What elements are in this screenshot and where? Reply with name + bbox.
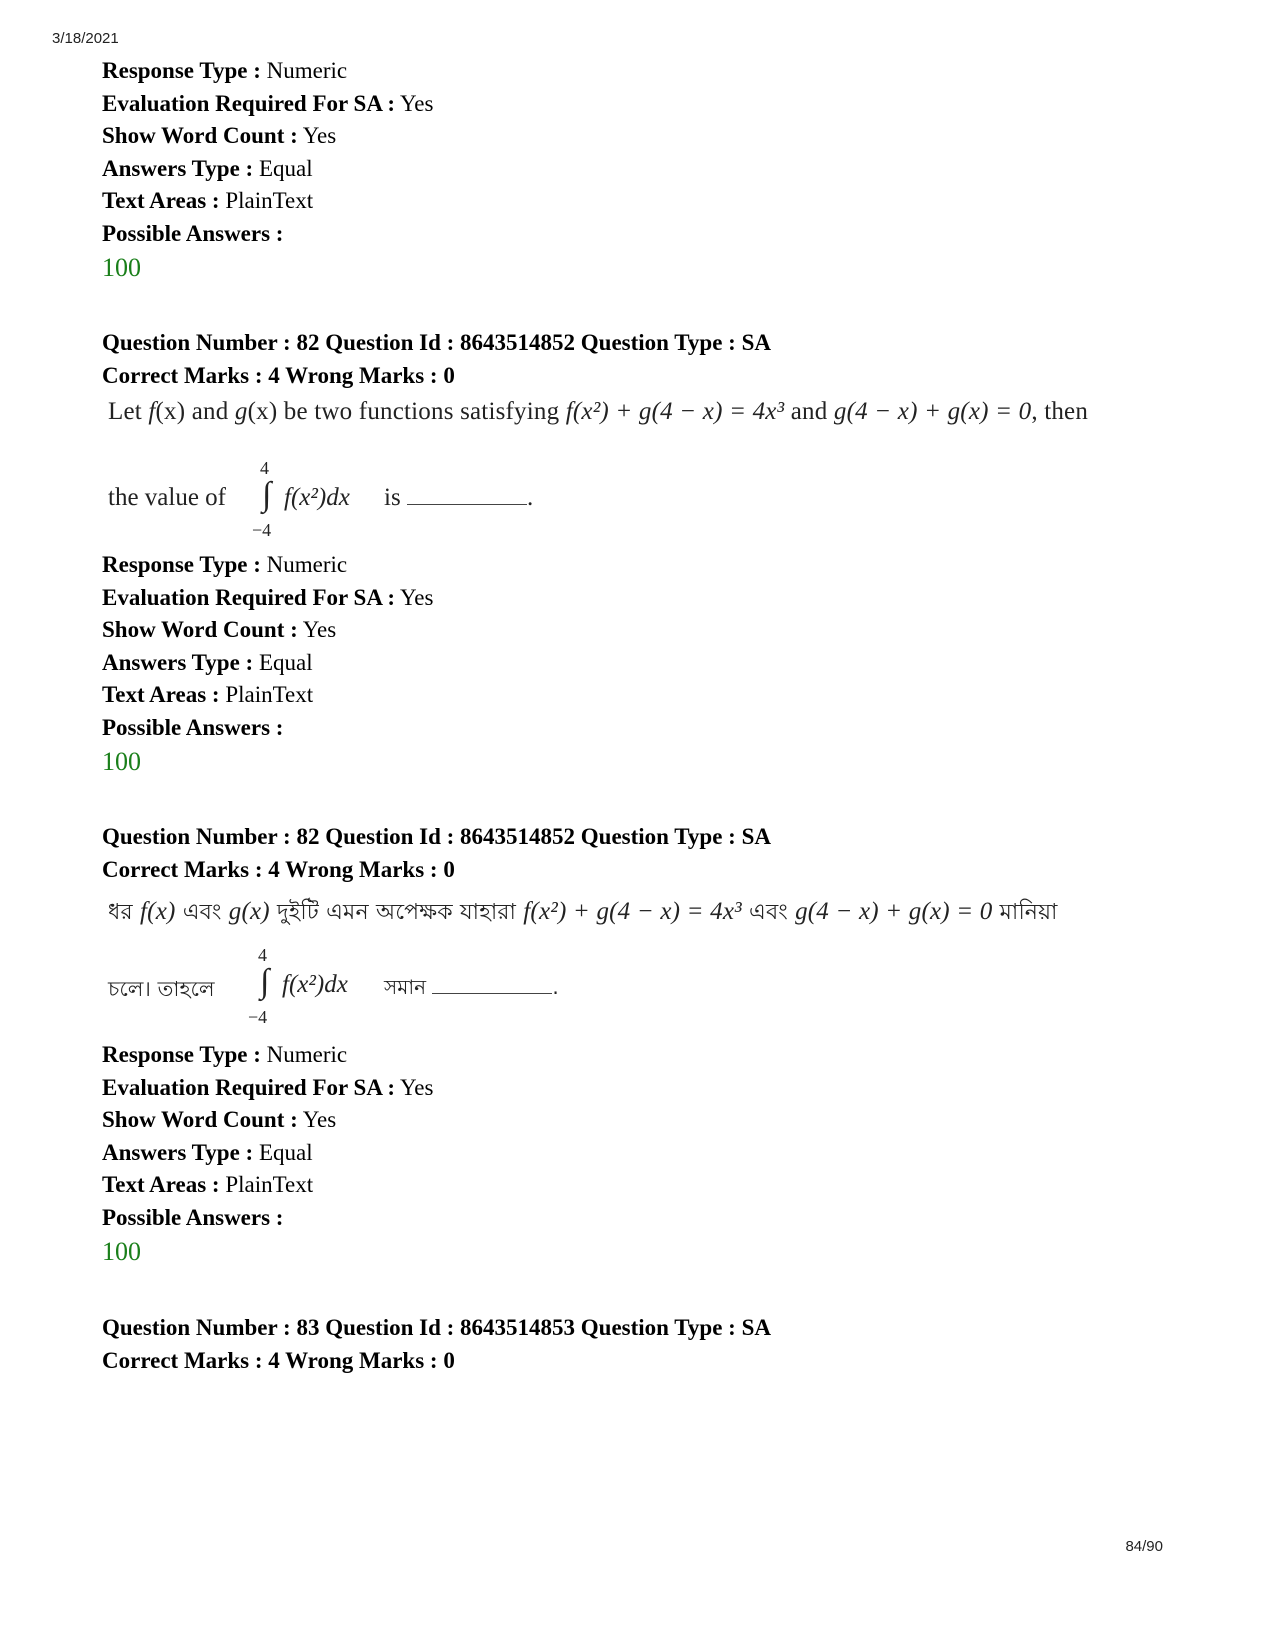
- possible-answer-value: 100: [102, 253, 141, 282]
- question-line-2-end: সমান .: [384, 975, 559, 999]
- answers-type-row: Answers Type : Equal: [102, 649, 313, 675]
- integral-sign-icon: ∫: [260, 963, 270, 1000]
- question-82-english: [102, 327, 771, 392]
- question-marks: Correct Marks : 4 Wrong Marks : 0: [102, 856, 455, 882]
- answer-blank: [407, 503, 527, 505]
- integral-lower-limit: −4: [252, 520, 272, 540]
- word-count-row: Show Word Count : Yes: [102, 617, 337, 642]
- question-82-bengali-meta: [102, 1039, 433, 1270]
- question-header: Question Number : 83 Question Id : 8643514853 Question Type : SA: [102, 1315, 771, 1340]
- response-type-row: Response Type : Numeric: [102, 58, 348, 83]
- word-count-row: Show Word Count : Yes: [102, 123, 337, 148]
- question-header: Question Number : 82 Question Id : 8643514852 Question Type : SA: [102, 824, 771, 849]
- evaluation-row: Evaluation Required For SA : Yes: [102, 584, 434, 610]
- text-areas-row: Text Areas : PlainText: [102, 682, 314, 707]
- response-type-row: Response Type : Numeric: [102, 552, 348, 577]
- possible-answers-row: Possible Answers :: [102, 1204, 284, 1230]
- question-marks: Correct Marks : 4 Wrong Marks : 0: [102, 362, 455, 388]
- question-header: Question Number : 82 Question Id : 8643514852 Question Type : SA: [102, 330, 771, 355]
- possible-answer-value: 100: [102, 747, 141, 776]
- question-82-text: [102, 396, 1202, 546]
- possible-answers-row: Possible Answers :: [102, 220, 284, 246]
- question-82-meta: [102, 549, 433, 780]
- evaluation-row: Evaluation Required For SA : Yes: [102, 90, 434, 116]
- question-line-1: ধর f(x) এবং g(x) দুইটি এমন অপেক্ষক যাহারা f(x²) + g(4 − x) = 4x³ এবং g(4 − x) + g(x) = 0 মানিয়া: [108, 898, 1058, 925]
- prev-question-meta: [102, 55, 433, 286]
- question-82-bengali: [102, 821, 771, 886]
- possible-answers-row: Possible Answers :: [102, 714, 284, 740]
- question-line-2: the value of: [108, 484, 227, 511]
- page-number: 84/90: [1125, 1538, 1163, 1555]
- question-marks: Correct Marks : 4 Wrong Marks : 0: [102, 1347, 455, 1373]
- response-type-row: Response Type : Numeric: [102, 1042, 348, 1067]
- print-date: 3/18/2021: [52, 30, 119, 47]
- text-areas-row: Text Areas : PlainText: [102, 1172, 314, 1197]
- integrand: f(x²)dx: [282, 971, 348, 998]
- word-count-row: Show Word Count : Yes: [102, 1107, 337, 1132]
- question-line-2-end: is .: [384, 484, 534, 511]
- possible-answer-value: 100: [102, 1237, 141, 1266]
- question-line-2: চলে। তাহলে: [108, 977, 215, 1001]
- question-82-bengali-text: [102, 893, 1202, 1043]
- integral-upper-limit: 4: [260, 458, 269, 478]
- text-areas-row: Text Areas : PlainText: [102, 188, 314, 213]
- question-line-1: Let f(x) and g(x) be two functions satisfying f(x²) + g(4 − x) = 4x³ and g(4 − x) + g(x) = 0, then: [108, 398, 1089, 425]
- answers-type-row: Answers Type : Equal: [102, 1139, 313, 1165]
- integral-lower-limit: −4: [248, 1007, 268, 1027]
- question-83: [102, 1312, 771, 1377]
- integrand: f(x²)dx: [284, 484, 350, 511]
- answer-blank: [432, 992, 552, 994]
- evaluation-row: Evaluation Required For SA : Yes: [102, 1074, 434, 1100]
- answers-type-row: Answers Type : Equal: [102, 155, 313, 181]
- integral-upper-limit: 4: [258, 945, 267, 965]
- integral-sign-icon: ∫: [262, 476, 272, 513]
